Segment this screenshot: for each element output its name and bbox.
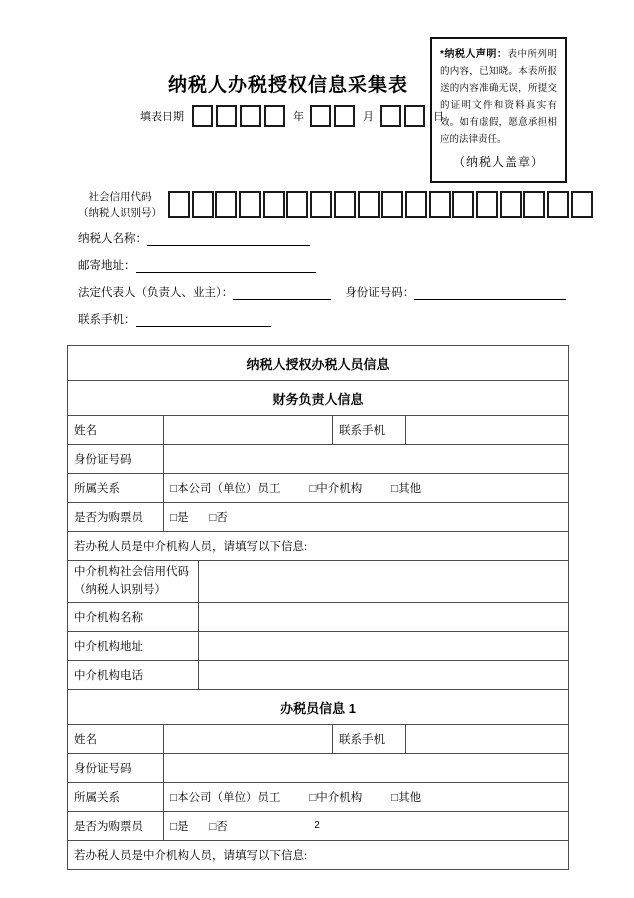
table-row <box>68 754 569 783</box>
char-box[interactable] <box>380 105 401 127</box>
table-row <box>68 346 569 381</box>
s1-agency-address-label: 中介机构地址 <box>68 632 199 661</box>
s1-agency-name-input-cell[interactable] <box>199 603 569 632</box>
s1-ticket-buyer-options <box>164 503 569 532</box>
fill-date-label: 填表日期 <box>140 111 184 123</box>
s2-relation-label: 所属关系 <box>68 783 164 812</box>
id-number-input[interactable] <box>414 286 566 300</box>
s1-checkbox-other[interactable]: □其他 <box>391 483 422 495</box>
mailing-address-row <box>78 257 316 273</box>
table-row <box>68 603 569 632</box>
contact-phone-label: 联系手机： <box>78 314 136 326</box>
table-row <box>68 841 569 870</box>
section1-title: 财务负责人信息 <box>68 381 569 416</box>
s2-checkbox-no[interactable]: □否 <box>209 821 228 833</box>
legal-representative-label: 法定代表人（负责人、业主）： <box>78 287 234 299</box>
s1-relation-label: 所属关系 <box>68 474 164 503</box>
table-row <box>68 416 569 445</box>
s1-agency-code-label: 中介机构社会信用代码（纳税人识别号） <box>68 561 199 603</box>
credit-code-label-line2: （纳税人识别号） <box>78 208 162 220</box>
table-row <box>68 561 569 603</box>
char-box[interactable] <box>310 105 331 127</box>
char-box[interactable] <box>263 191 285 218</box>
char-box[interactable] <box>216 105 237 127</box>
char-box[interactable] <box>476 191 498 218</box>
s1-checkbox-no[interactable]: □否 <box>209 512 228 524</box>
taxpayer-name-input[interactable] <box>147 232 310 246</box>
mailing-address-label: 邮寄地址： <box>78 260 136 272</box>
mailing-address-input[interactable] <box>136 259 316 273</box>
form-title: 纳税人办税授权信息采集表 <box>167 75 408 96</box>
s1-agency-address-input-cell[interactable] <box>199 632 569 661</box>
declaration-body: 表中所列明的内容，已知晓。本表所报送的内容准确无误，所提交的证明文件和资料真实有效。如有虚假，愿意承担相应的法律责任。 <box>440 50 557 146</box>
char-box[interactable] <box>334 191 356 218</box>
char-box[interactable] <box>192 191 214 218</box>
s1-relation-options <box>164 474 569 503</box>
table-row <box>68 725 569 754</box>
s1-name-label: 姓名 <box>68 416 164 445</box>
s1-checkbox-yes[interactable]: □是 <box>170 512 189 524</box>
table-row <box>68 381 569 416</box>
date-day-boxes <box>380 105 425 127</box>
date-year-boxes <box>192 105 285 127</box>
s1-phone-label: 联系手机 <box>333 416 406 445</box>
char-box[interactable] <box>192 105 213 127</box>
s1-agency-phone-input-cell[interactable] <box>199 661 569 690</box>
char-box[interactable] <box>264 105 285 127</box>
char-box[interactable] <box>239 191 261 218</box>
s2-phone-input-cell[interactable] <box>406 725 569 754</box>
char-box[interactable] <box>168 191 190 218</box>
table-row <box>68 532 569 561</box>
char-box[interactable] <box>547 191 569 218</box>
legal-representative-input[interactable] <box>233 286 331 300</box>
legal-representative-row <box>78 284 566 300</box>
char-box[interactable] <box>404 105 425 127</box>
char-box[interactable] <box>334 105 355 127</box>
taxpayer-name-row <box>78 230 310 246</box>
table-row <box>68 690 569 725</box>
s1-phone-input-cell[interactable] <box>406 416 569 445</box>
credit-code-boxes <box>168 191 593 218</box>
table-row <box>68 661 569 690</box>
day-suffix-label: 日 <box>433 111 444 123</box>
s2-id-label: 身份证号码 <box>68 754 164 783</box>
s2-id-input-cell[interactable] <box>164 754 569 783</box>
s2-checkbox-company-employee[interactable]: □本公司（单位）员工 <box>170 792 281 804</box>
char-box[interactable] <box>523 191 545 218</box>
taxpayer-stamp-line: （纳税人盖章） <box>452 154 544 169</box>
s2-relation-options <box>164 783 569 812</box>
contact-phone-input[interactable] <box>136 313 271 327</box>
s1-checkbox-agency[interactable]: □中介机构 <box>309 483 363 495</box>
id-number-label: 身份证号码： <box>345 287 415 299</box>
contact-phone-row <box>78 311 271 327</box>
date-month-boxes <box>310 105 355 127</box>
s1-checkbox-company-employee[interactable]: □本公司（单位）员工 <box>170 483 281 495</box>
table-row <box>68 632 569 661</box>
s1-agency-phone-label: 中介机构电话 <box>68 661 199 690</box>
taxpayer-name-label: 纳税人名称： <box>78 233 147 245</box>
s2-checkbox-agency[interactable]: □中介机构 <box>309 792 363 804</box>
table-row <box>68 445 569 474</box>
s1-agency-code-input-cell[interactable] <box>199 561 569 603</box>
s2-ticket-buyer-label: 是否为购票员 <box>68 812 164 841</box>
s1-name-input-cell[interactable] <box>164 416 333 445</box>
char-box[interactable] <box>381 191 403 218</box>
table-title: 纳税人授权办税人员信息 <box>68 346 569 381</box>
char-box[interactable] <box>500 191 522 218</box>
s2-agency-note: 若办税人员是中介机构人员，请填写以下信息: <box>68 841 569 870</box>
table-row <box>68 503 569 532</box>
s1-agency-name-label: 中介机构名称 <box>68 603 199 632</box>
char-box[interactable] <box>429 191 451 218</box>
s1-agency-note: 若办税人员是中介机构人员，请填写以下信息: <box>68 532 569 561</box>
month-suffix-label: 月 <box>363 111 374 123</box>
s1-ticket-buyer-label: 是否为购票员 <box>68 503 164 532</box>
char-box[interactable] <box>215 191 237 218</box>
char-box[interactable] <box>240 105 261 127</box>
s1-id-input-cell[interactable] <box>164 445 569 474</box>
char-box[interactable] <box>286 191 308 218</box>
credit-code-label <box>73 190 167 223</box>
credit-code-label-line1: 社会信用代码 <box>88 192 152 203</box>
table-row <box>68 783 569 812</box>
section2-title: 办税员信息 1 <box>68 690 569 725</box>
char-box[interactable] <box>310 191 332 218</box>
taxpayer-declaration-box <box>430 37 567 183</box>
s2-checkbox-yes[interactable]: □是 <box>170 821 189 833</box>
page-number: 2 <box>314 820 320 831</box>
table-row <box>68 474 569 503</box>
char-box[interactable] <box>571 191 593 218</box>
s2-name-input-cell[interactable] <box>164 725 333 754</box>
char-box[interactable] <box>452 191 474 218</box>
char-box[interactable] <box>358 191 380 218</box>
authorized-personnel-table <box>67 345 569 870</box>
s2-name-label: 姓名 <box>68 725 164 754</box>
fill-date-row <box>140 103 450 129</box>
s2-phone-label: 联系手机 <box>333 725 406 754</box>
s1-id-label: 身份证号码 <box>68 445 164 474</box>
declaration-text <box>440 50 557 145</box>
s2-checkbox-other[interactable]: □其他 <box>391 792 422 804</box>
char-box[interactable] <box>405 191 427 218</box>
year-suffix-label: 年 <box>293 111 304 123</box>
declaration-heading: *纳税人声明： <box>440 49 508 60</box>
